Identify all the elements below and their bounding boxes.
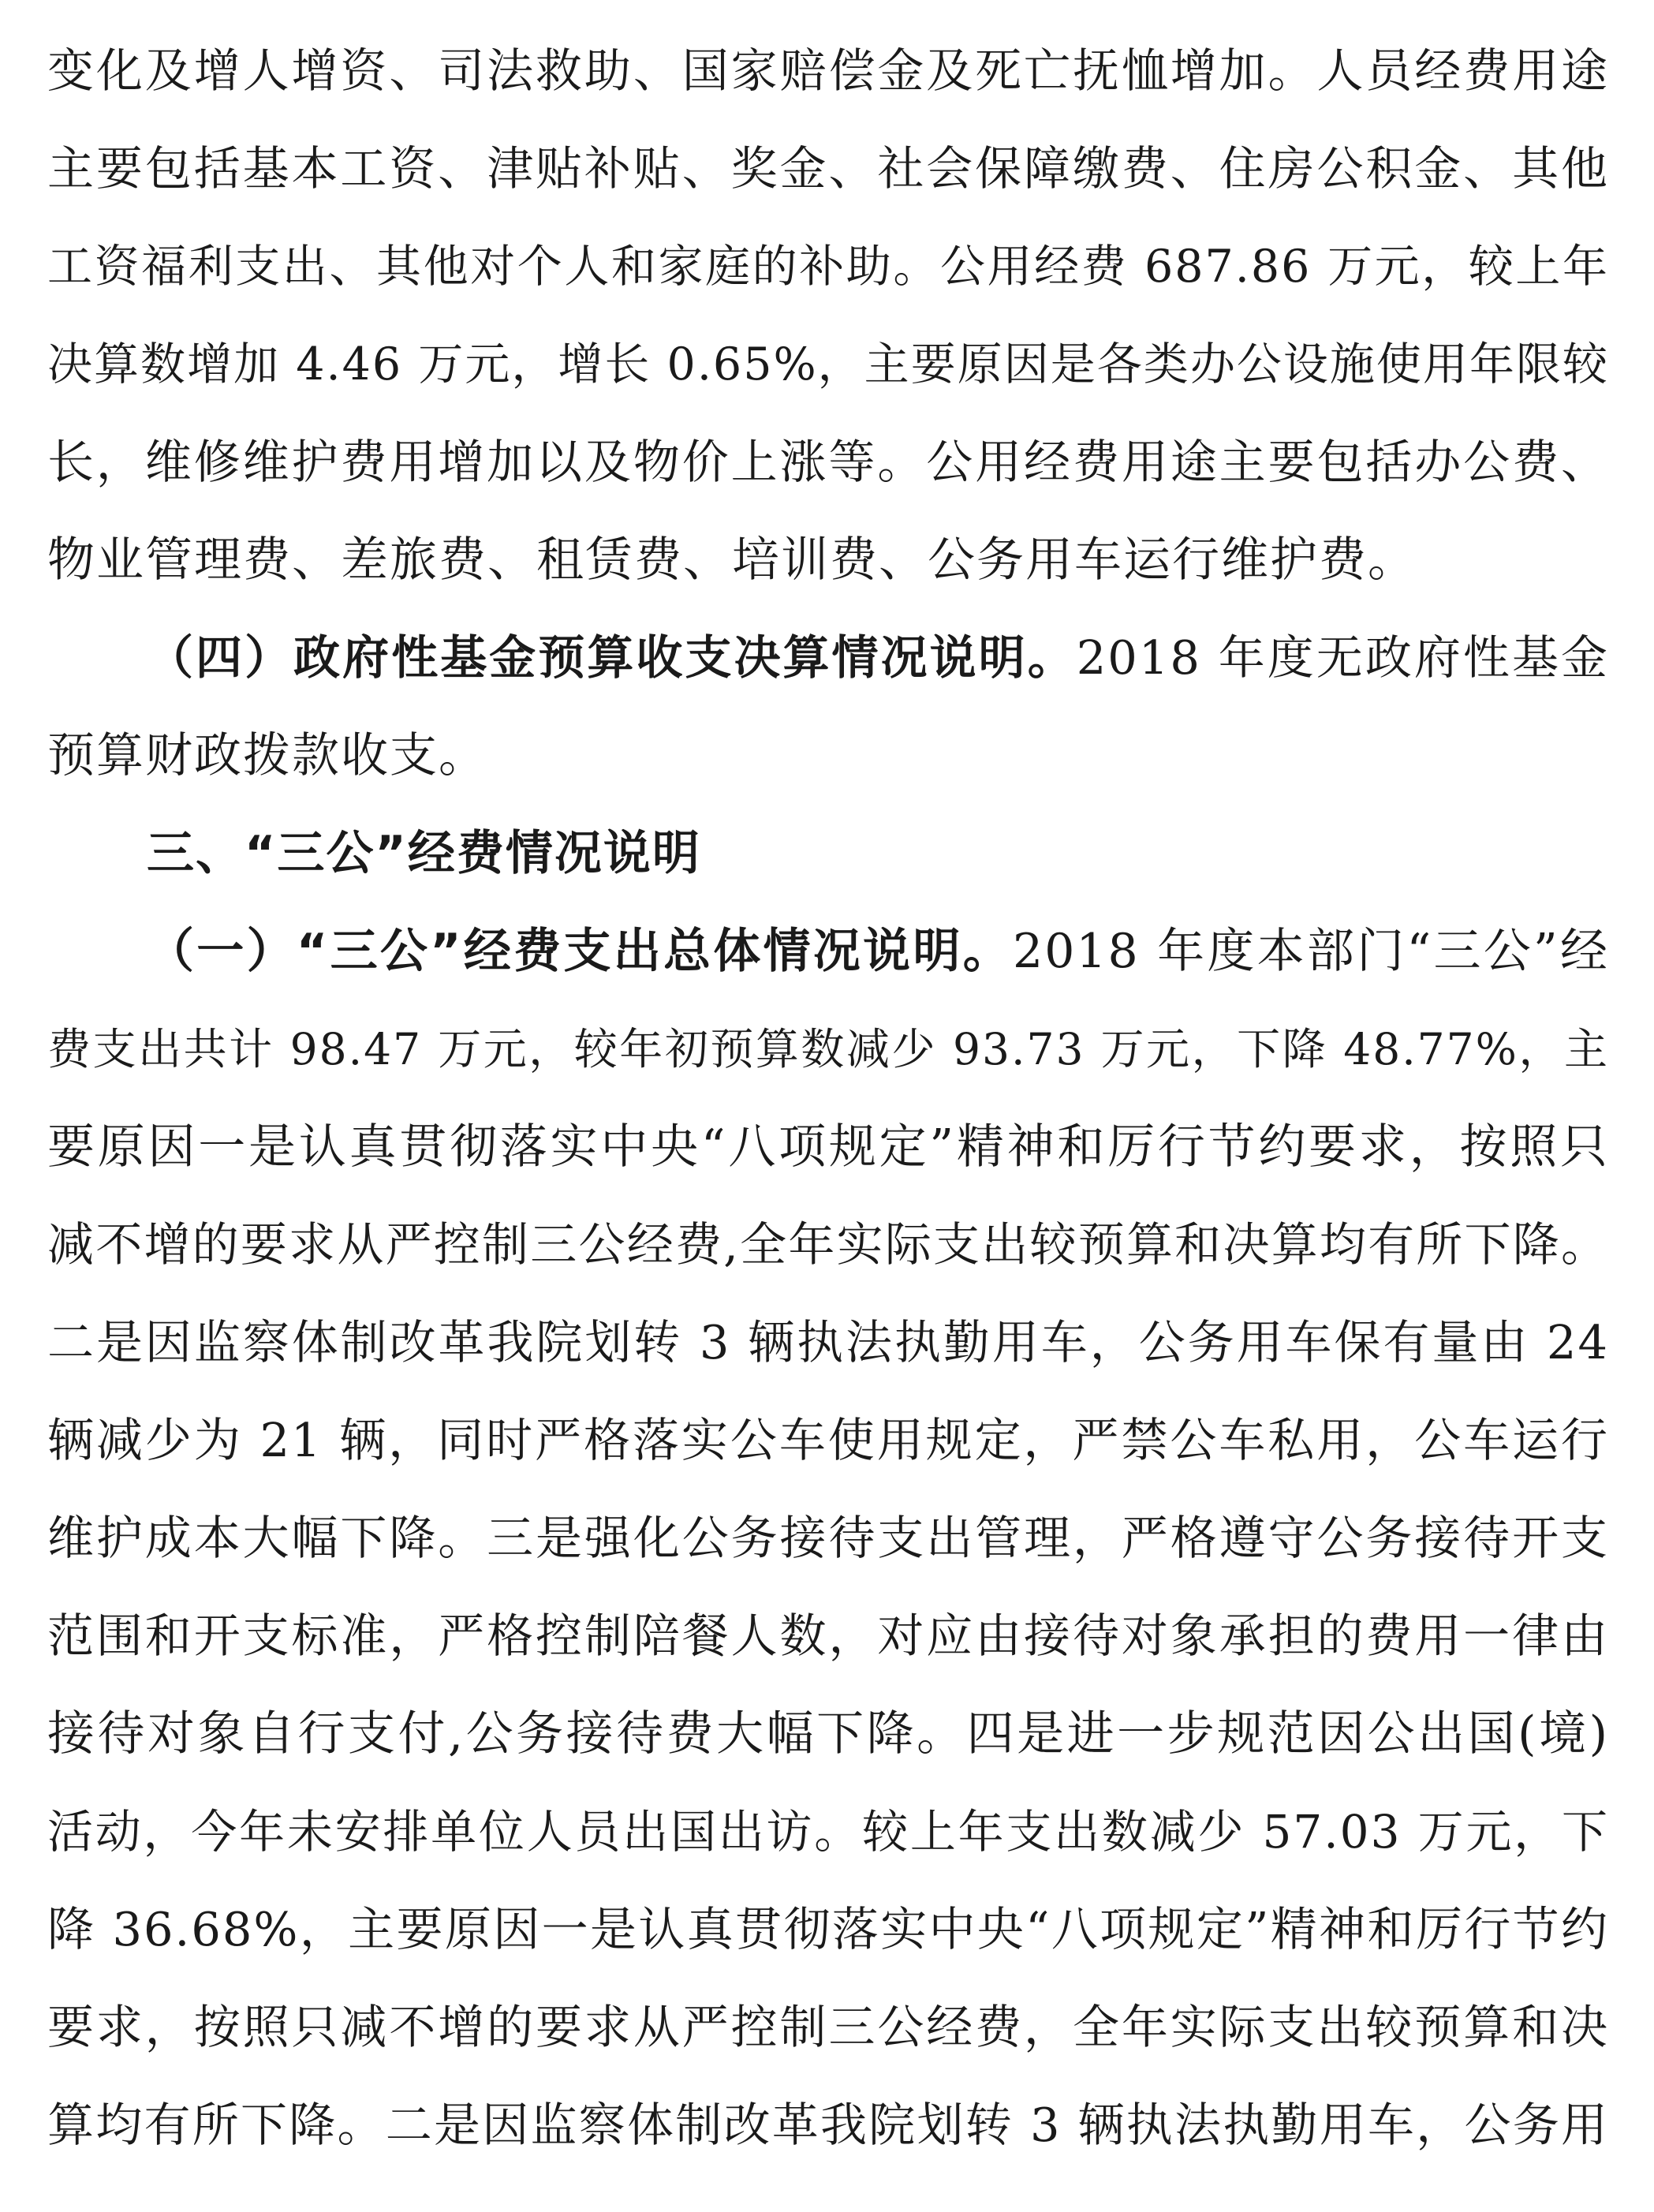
body-text-line: 二是因监察体制改革我院划转 3 辆执法执勤用车，公务用车保有量由 24 (47, 1315, 1609, 1369)
body-text-line: 工资福利支出、其他对个人和家庭的补助。公用经费 687.86 万元，较上年 (47, 241, 1609, 293)
body-text-line: 决算数增加 4.46 万元，增长 0.65%，主要原因是各类办公设施使用年限较 (47, 338, 1609, 390)
body-text-line: 要原因一是认真贯彻落实中央“八项规定”精神和厉行节约要求，按照只 (47, 1119, 1609, 1175)
body-text-line: 辆减少为 21 辆，同时严格落实公车使用规定，严禁公车私用，公车运行 (47, 1413, 1609, 1467)
body-text-line: 长，维修维护费用增加以及物价上涨等。公用经费用途主要包括办公费、 (47, 435, 1609, 489)
subsection-1-text: 2018 年度本部门“三公”经 (1013, 924, 1609, 979)
section-4-heading: （四）政府性基金预算收支决算情况说明。 (147, 630, 1077, 685)
section-4-text: 2018 年度无政府性基金 (1076, 630, 1609, 685)
body-text-line: 主要包括基本工资、津贴补贴、奖金、社会保障缴费、住房公积金、其他 (47, 141, 1609, 196)
body-text-line: 预算财政拨款收支。 (47, 728, 487, 783)
section-4-first-line (147, 609, 1609, 707)
body-text-line: 变化及增人增资、司法救助、国家赔偿金及死亡抚恤增加。人员经费用途 (47, 43, 1609, 98)
body-text-line: 范围和开支标准，严格控制陪餐人数，对应由接待对象承担的费用一律由 (47, 1609, 1609, 1663)
body-text-line: 降 36.68%，主要原因一是认真贯彻落实中央“八项规定”精神和厉行节约 (47, 1902, 1609, 1956)
body-text-line: 费支出共计 98.47 万元，较年初预算数减少 93.73 万元，下降 48.77%，主 (47, 1024, 1609, 1074)
body-text-line: 减不增的要求从严控制三公经费,全年实际支出较预算和决算均有所下降。 (47, 1217, 1609, 1272)
body-text-line: 维护成本大幅下降。三是强化公务接待支出管理，严格遵守公务接待开支 (47, 1511, 1609, 1565)
body-text-line: 物业管理费、差旅费、租赁费、培训费、公务用车运行维护费。 (47, 532, 1417, 588)
body-text-line: 活动，今年未安排单位人员出国出访。较上年支出数减少 57.03 万元，下 (47, 1805, 1609, 1859)
section-3-title: 三、“三公”经费情况说明 (147, 826, 701, 881)
body-text-line: 要求，按照只减不增的要求从严控制三公经费，全年实际支出较预算和决 (47, 2000, 1609, 2054)
body-text-line: 算均有所下降。二是因监察体制改革我院划转 3 辆执法执勤用车，公务用 (47, 2098, 1609, 2152)
subsection-1-heading: （一）“三公”经费支出总体情况说明。 (147, 924, 1014, 979)
subsection-1-first-line (147, 902, 1609, 1000)
body-text-line: 接待对象自行支付,公务接待费大幅下降。四是进一步规范因公出国(境) (47, 1706, 1609, 1762)
